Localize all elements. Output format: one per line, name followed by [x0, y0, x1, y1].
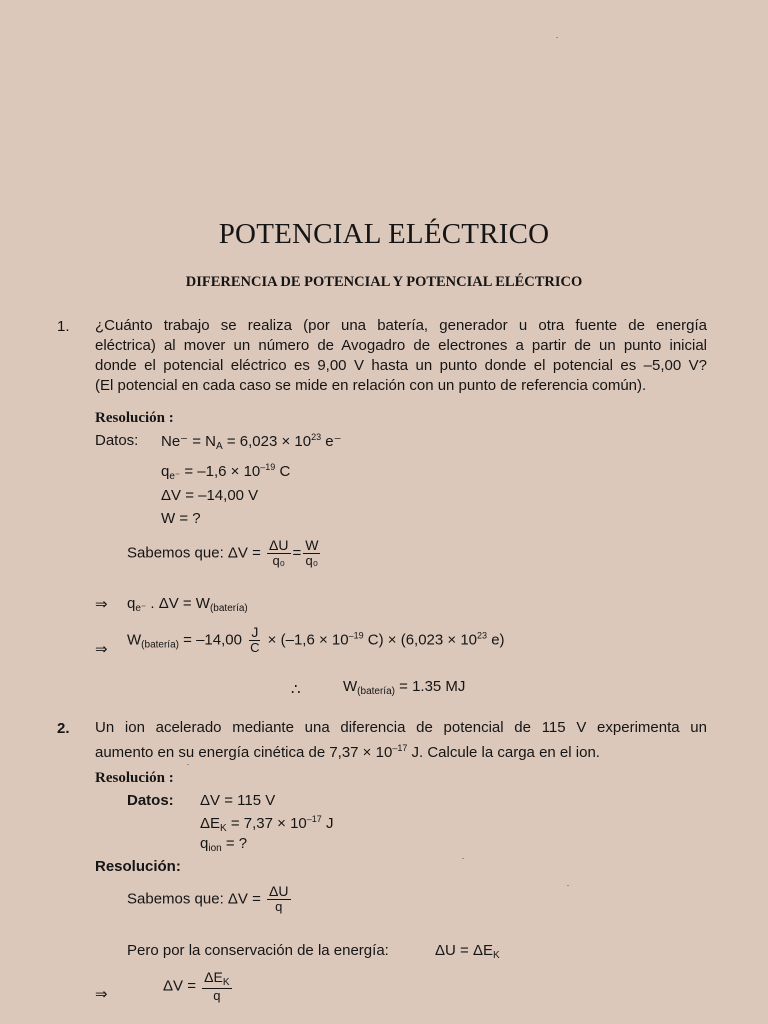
problem-1-line-3: donde el potencial eléctrico es 9,00 V hasta un punto donde el potencial es –5,00 V?: [95, 357, 707, 374]
scan-speck: [567, 885, 569, 886]
problem-2-dato-dek: $\Delta E_K = 7,37 \times 10^{-17}$ J: [200, 814, 334, 834]
problem-2-statement: [95, 718, 707, 763]
problem-1-number: 1.: [57, 318, 70, 335]
problem-1-step-1: $q_{e^-}$ . $\Delta V = W_{(batería)}$: [127, 595, 248, 614]
implies-icon: ⇒: [95, 641, 108, 658]
fraction-j-c: $\frac{J}{C}$: [250, 624, 260, 656]
problem-1-resolucion-heading: Resolución :: [95, 410, 174, 426]
problem-2-dato-q: $q_{ion}$ = ?: [200, 835, 248, 854]
fraction-du-q0: $\frac{\Delta U}{\text{q₀}}$: [269, 537, 289, 569]
problem-1-line-4: (El potencial en cada caso se mide en relación con un punto de referencia común).: [95, 377, 647, 394]
problem-2-dato-dv: ΔV = 115 V: [200, 792, 276, 809]
problem-2-resolucion-heading: Resolución :: [95, 770, 174, 786]
problem-1-sabemos-formula: Sabemos que: ΔV = $\frac{\Delta U}{\text{q₀}}$ = $\frac{W}{\text{q₀}}$: [127, 537, 319, 569]
problem-1-dato-w: W = ?: [161, 510, 201, 527]
problem-2-line-1: Un ion acelerado mediante una diferencia de potencial de 115 V experimenta un: [95, 719, 707, 736]
problem-1-result: $W_{(batería)} = 1.35$ MJ: [343, 678, 466, 697]
section-subtitle: DIFERENCIA DE POTENCIAL Y POTENCIAL ELÉCTRICO: [185, 274, 583, 290]
problem-2-line-2: aumento en su energía cinética de $7,37 \times 10^{-17}$ J. Calcule la carga en el ion.: [95, 743, 600, 761]
problem-1-dato-ne: $Ne^- = N_A = 6,023 \times 10^{23}$ e⁻: [161, 432, 342, 452]
scan-speck: [556, 37, 558, 38]
problem-1-step-2: $W_{(batería)} = -14,00$ $\frac{J}{C}$ × ($-1,6 \times 10^{-19}$ $C) \times (6,023 \times 10^{23}$ e): [127, 624, 505, 656]
problem-2-number: 2.: [57, 720, 70, 737]
problem-1-line-2: eléctrica) al mover un número de Avogadro de electrones a partir de un punto inicial: [95, 337, 707, 354]
implies-icon: ⇒: [95, 986, 108, 1003]
problem-2-resolucion2-heading: Resolución:: [95, 858, 181, 875]
fraction-dek-q: $\frac{\Delta E_K}{q}$: [204, 969, 230, 1003]
problem-1-datos-label: Datos:: [95, 432, 139, 449]
problem-1-dato-dv: ΔV = –14,00 V: [161, 487, 259, 504]
problem-1-line-1: ¿Cuánto trabajo se realiza (por una batería, generador u otra fuente de energía: [95, 317, 707, 334]
problem-2-datos-label: Datos:: [127, 792, 174, 809]
problem-2-sabemos-formula: Sabemos que: ΔV = $\frac{\Delta U}{q}$: [127, 883, 289, 915]
fraction-w-q0: $\frac{W}{\text{q₀}}$: [305, 537, 319, 569]
fraction-du-q: $\frac{\Delta U}{q}$: [269, 883, 289, 915]
implies-icon: ⇒: [95, 596, 108, 613]
problem-2-conservation-text: Pero por la conservación de la energía:: [127, 942, 389, 959]
problem-2-last-formula: ΔV = $\frac{\Delta E_K}{q}$: [163, 969, 230, 1003]
problem-2-conservation-eq: $\Delta U = \Delta E_K$: [435, 942, 500, 961]
scan-speck: [462, 858, 464, 859]
scan-speck: [187, 764, 189, 765]
problem-1-dato-q: $q_{e^-} = -1,6 \times 10^{-19}$ C: [161, 462, 291, 482]
problem-1-statement: [95, 316, 707, 396]
therefore-icon: ∴: [291, 681, 301, 698]
page-title: POTENCIAL ELÉCTRICO: [218, 218, 550, 250]
